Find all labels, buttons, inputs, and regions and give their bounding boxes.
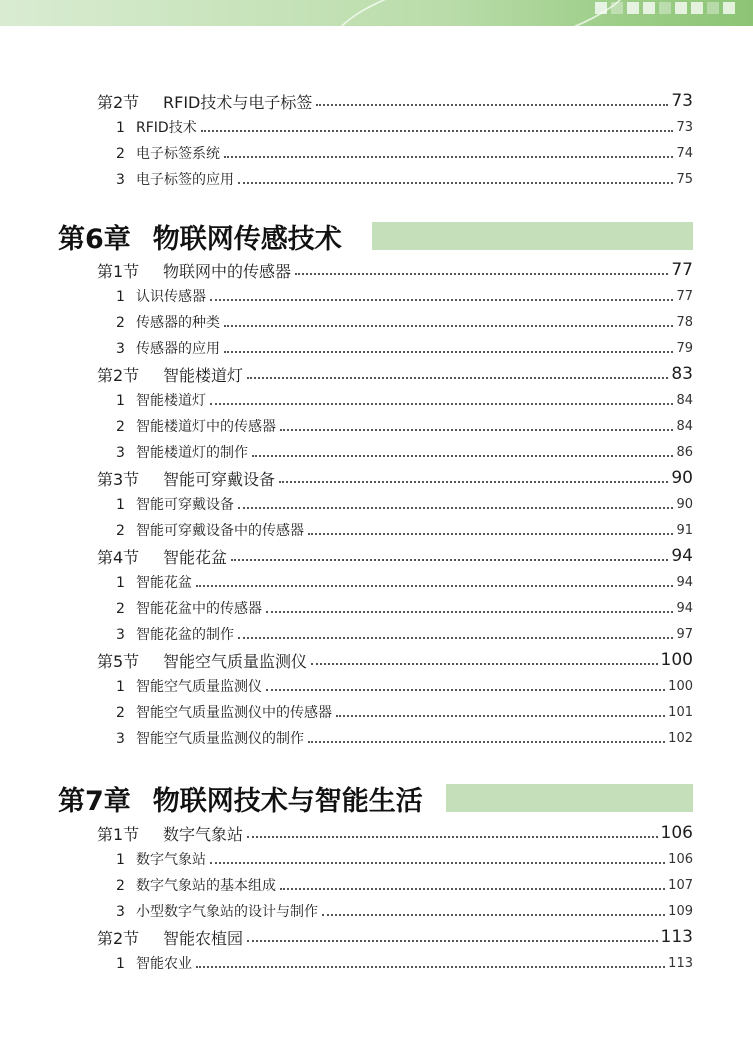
dot-leader: [308, 533, 673, 535]
dot-leader: [247, 377, 668, 379]
toc-entry-label: [116, 728, 304, 748]
toc-entry-label: [97, 363, 243, 386]
chapter-title: [58, 779, 423, 818]
chapter-title: [58, 217, 342, 256]
item-number: 3: [116, 904, 125, 920]
toc-entry-label: [116, 676, 262, 696]
page-number: 91: [676, 522, 693, 538]
page-number: 77: [671, 260, 693, 280]
item-title: 智能农业: [136, 956, 192, 972]
item-number: 1: [116, 497, 125, 513]
chapter-number: 第7章: [58, 785, 131, 817]
toc-item-row[interactable]: [0, 116, 753, 138]
toc-item-row[interactable]: [0, 952, 753, 974]
chapter-number: 第6章: [58, 223, 131, 255]
item-title: 电子标签系统: [136, 146, 220, 162]
page-number: 83: [671, 364, 693, 384]
toc-entry-label: [116, 901, 318, 921]
toc-item-row[interactable]: [0, 675, 753, 697]
toc-section-row[interactable]: [0, 649, 753, 671]
section-number: 第2节: [97, 928, 140, 948]
dot-leader: [279, 481, 668, 483]
dot-leader: [224, 325, 673, 327]
item-title: 传感器的种类: [136, 315, 220, 331]
page-number: 73: [676, 119, 693, 135]
toc-item-row[interactable]: [0, 727, 753, 749]
dot-leader: [247, 836, 658, 838]
page-number: 102: [668, 730, 693, 746]
toc-item-row[interactable]: [0, 597, 753, 619]
item-title: 智能空气质量监测仪的制作: [136, 731, 304, 747]
dot-leader: [210, 403, 673, 405]
dot-leader: [295, 273, 668, 275]
dot-leader: [238, 637, 673, 639]
dot-leader: [311, 663, 658, 665]
item-title: 传感器的应用: [136, 341, 220, 357]
page-number: 106: [668, 851, 693, 867]
chapter-7-heading: [0, 778, 753, 818]
toc-item-row[interactable]: [0, 311, 753, 333]
toc-entry-label: [97, 259, 291, 282]
toc-entry-label: [116, 312, 220, 332]
toc-item-row[interactable]: [0, 900, 753, 922]
item-title: 小型数字气象站的设计与制作: [136, 904, 318, 920]
page-number: 94: [676, 574, 693, 590]
item-title: 智能花盆的制作: [136, 627, 234, 643]
page-number: 86: [676, 444, 693, 460]
item-title: 智能可穿戴设备中的传感器: [136, 523, 304, 539]
item-number: 1: [116, 393, 125, 409]
page-number: 77: [676, 288, 693, 304]
toc-entry-label: [116, 953, 192, 973]
section-title: 物联网中的传感器: [163, 261, 292, 281]
toc-item-row[interactable]: [0, 142, 753, 164]
toc-entry-label: [116, 442, 248, 462]
dot-leader: [336, 715, 665, 717]
item-title: 智能花盆中的传感器: [136, 601, 262, 617]
dot-leader: [231, 559, 668, 561]
item-title: 智能花盆: [136, 575, 192, 591]
chapter-6-bar: [372, 222, 693, 250]
page-number: 94: [676, 600, 693, 616]
dot-leader: [224, 351, 673, 353]
item-number: 1: [116, 852, 125, 868]
toc-item-row[interactable]: [0, 623, 753, 645]
dot-leader: [196, 585, 673, 587]
toc-entry-label: [116, 390, 206, 410]
toc-entry-label: [97, 926, 243, 949]
item-number: 3: [116, 627, 125, 643]
page-number: 73: [671, 91, 693, 111]
toc-entry-label: [116, 520, 304, 540]
item-title: 认识传感器: [136, 289, 206, 305]
page-number: 100: [660, 650, 693, 670]
toc-section-row[interactable]: [0, 90, 753, 112]
page-number: 78: [676, 314, 693, 330]
page-number: 74: [676, 145, 693, 161]
item-title: 电子标签的应用: [136, 172, 234, 188]
page-number: 97: [676, 626, 693, 642]
item-number: 2: [116, 523, 125, 539]
item-title: 智能楼道灯: [136, 393, 206, 409]
item-number: 2: [116, 705, 125, 721]
toc-entry-label: [116, 494, 234, 514]
dot-leader: [238, 507, 673, 509]
page-number: 100: [668, 678, 693, 694]
page-number: 107: [668, 877, 693, 893]
page-number: 84: [676, 392, 693, 408]
page-number: 75: [676, 171, 693, 187]
item-number: 3: [116, 341, 125, 357]
toc-entry-label: [116, 416, 276, 436]
item-number: 1: [116, 956, 125, 972]
dot-leader: [238, 182, 673, 184]
toc-entry-label: [116, 624, 234, 644]
section-title: RFID技术与电子标签: [163, 92, 313, 112]
item-title: 数字气象站: [136, 852, 206, 868]
toc-item-row[interactable]: [0, 701, 753, 723]
toc-section-row[interactable]: [0, 259, 753, 281]
chapter-6-heading: [0, 216, 753, 256]
toc-section-row[interactable]: [0, 545, 753, 567]
toc-item-row[interactable]: [0, 519, 753, 541]
section-number: 第3节: [97, 469, 140, 489]
toc-entry-label: [97, 649, 307, 672]
dot-leader: [247, 940, 658, 942]
page-number: 84: [676, 418, 693, 434]
toc-section-row[interactable]: [0, 467, 753, 489]
dot-leader: [316, 104, 668, 106]
item-title: 智能楼道灯的制作: [136, 445, 248, 461]
toc-item-row[interactable]: [0, 168, 753, 190]
section-title: 智能楼道灯: [163, 365, 244, 385]
toc-entry-label: [97, 545, 227, 568]
section-title: 智能农植园: [163, 928, 244, 948]
section-number: 第5节: [97, 651, 140, 671]
toc-item-row[interactable]: [0, 571, 753, 593]
page-number: 79: [676, 340, 693, 356]
section-title: 数字气象站: [163, 824, 244, 844]
item-number: 3: [116, 445, 125, 461]
toc-entry-label: [116, 286, 206, 306]
item-number: 1: [116, 289, 125, 305]
section-number: 第1节: [97, 261, 140, 281]
toc-entry-label: [97, 467, 275, 490]
section-title: 智能可穿戴设备: [163, 469, 276, 489]
page-number: 90: [676, 496, 693, 512]
item-number: 2: [116, 601, 125, 617]
dot-leader: [308, 741, 665, 743]
item-title: 智能可穿戴设备: [136, 497, 234, 513]
toc-section-row[interactable]: [0, 822, 753, 844]
chapter-name: 物联网传感技术: [152, 223, 342, 255]
item-number: 1: [116, 575, 125, 591]
toc-item-row[interactable]: [0, 441, 753, 463]
page-number: 106: [660, 823, 693, 843]
dot-leader: [322, 914, 665, 916]
dot-leader: [266, 689, 665, 691]
page-number: 113: [668, 955, 693, 971]
toc-entry-label: [116, 849, 206, 869]
section-number: 第4节: [97, 547, 140, 567]
toc-item-row[interactable]: [0, 415, 753, 437]
item-number: 1: [116, 120, 125, 136]
section-title: 智能空气质量监测仪: [163, 651, 308, 671]
toc-item-row[interactable]: [0, 848, 753, 870]
toc-entry-label: [116, 875, 276, 895]
item-title: 智能空气质量监测仪: [136, 679, 262, 695]
toc-entry-label: [97, 822, 243, 845]
item-number: 2: [116, 419, 125, 435]
toc-entry-label: [116, 143, 220, 163]
item-number: 2: [116, 146, 125, 162]
dot-leader: [196, 966, 665, 968]
dot-leader: [280, 429, 673, 431]
dot-leader: [210, 862, 665, 864]
page-number: 109: [668, 903, 693, 919]
section-number: 第2节: [97, 92, 140, 112]
dot-leader: [266, 611, 673, 613]
toc-entry-label: [116, 598, 262, 618]
toc-item-row[interactable]: [0, 389, 753, 411]
item-title: 数字气象站的基本组成: [136, 878, 276, 894]
toc-section-row[interactable]: [0, 926, 753, 948]
chapter-7-bar: [446, 784, 693, 812]
item-number: 2: [116, 878, 125, 894]
toc-entry-label: [97, 90, 312, 113]
dot-leader: [210, 299, 673, 301]
toc-item-row[interactable]: [0, 337, 753, 359]
item-number: 2: [116, 315, 125, 331]
page-number: 101: [668, 704, 693, 720]
item-number: 3: [116, 731, 125, 747]
item-title: RFID技术: [136, 120, 197, 136]
dot-leader: [252, 455, 673, 457]
toc-entry-label: [116, 338, 220, 358]
chapter-name: 物联网技术与智能生活: [152, 785, 423, 817]
page-number: 94: [671, 546, 693, 566]
section-number: 第1节: [97, 824, 140, 844]
item-number: 1: [116, 679, 125, 695]
dot-leader: [224, 156, 673, 158]
toc-item-row[interactable]: [0, 874, 753, 896]
item-title: 智能空气质量监测仪中的传感器: [136, 705, 332, 721]
toc-entry-label: [116, 169, 234, 189]
section-number: 第2节: [97, 365, 140, 385]
dot-leader: [280, 888, 665, 890]
item-number: 3: [116, 172, 125, 188]
toc-entry-label: [116, 702, 332, 722]
section-title: 智能花盆: [163, 547, 228, 567]
toc-item-row[interactable]: [0, 285, 753, 307]
dot-leader: [201, 130, 674, 132]
page-number: 90: [671, 468, 693, 488]
toc-section-row[interactable]: [0, 363, 753, 385]
toc-item-row[interactable]: [0, 493, 753, 515]
toc-entry-label: [116, 117, 197, 137]
toc-entry-label: [116, 572, 192, 592]
item-title: 智能楼道灯中的传感器: [136, 419, 276, 435]
page-number: 113: [660, 927, 693, 947]
